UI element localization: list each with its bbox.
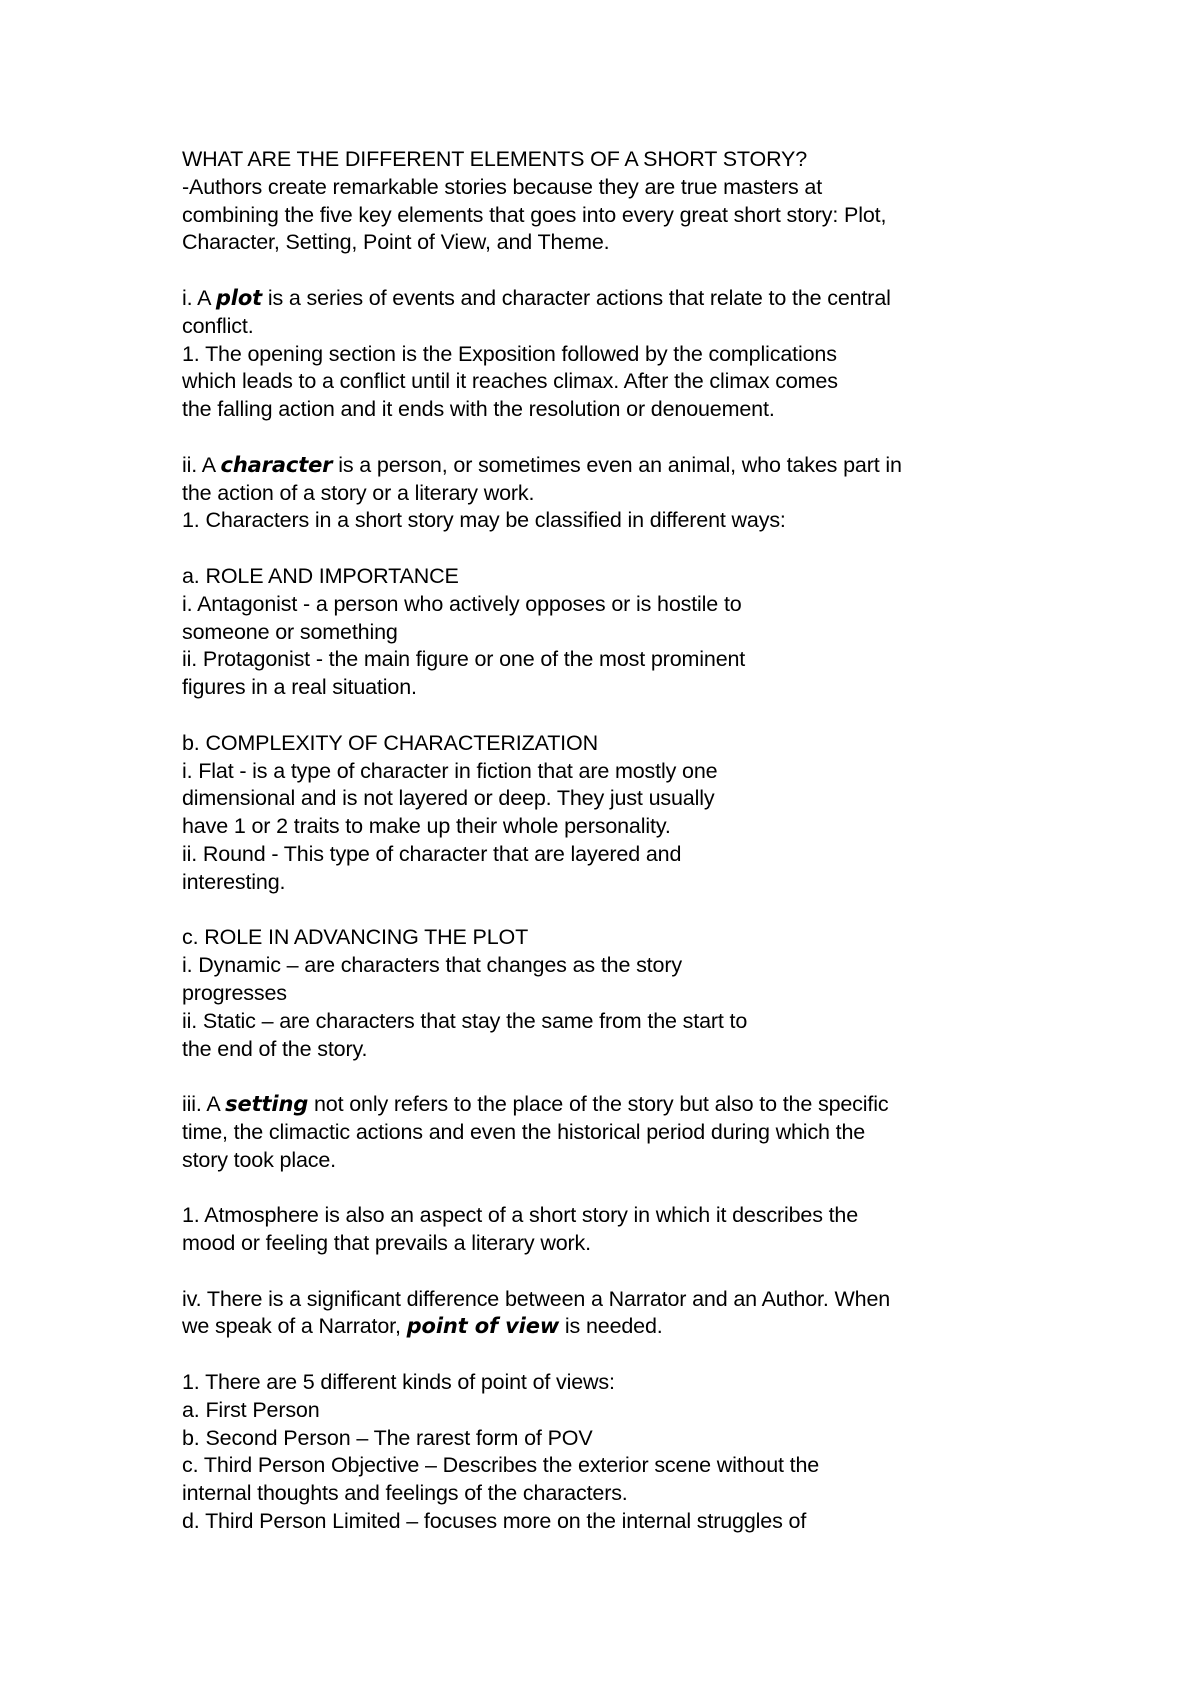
atmosphere-line: 1. Atmosphere is also an aspect of a short story in which it describes the	[182, 1203, 859, 1228]
pov-prefix: we speak of a Narrator,	[182, 1314, 407, 1339]
advancing-heading: c. ROLE IN ADVANCING THE PLOT	[182, 925, 529, 950]
atmosphere-line: mood or feeling that prevails a literary work.	[182, 1231, 591, 1256]
advancing-line: the end of the story.	[182, 1036, 368, 1061]
spacer	[182, 1341, 1082, 1369]
complexity-line: interesting.	[182, 869, 286, 894]
pov-list-item: c. Third Person Objective – Describes the exterior scene without the	[182, 1453, 820, 1478]
pov-list-item: d. Third Person Limited – focuses more on the internal struggles of	[182, 1509, 807, 1534]
spacer	[182, 1174, 1082, 1202]
plot-definition-cont: conflict.	[182, 313, 254, 338]
setting-definition	[182, 1091, 1082, 1119]
setting-suffix: not only refers to the place of the story but also to the specific	[308, 1092, 889, 1117]
plot-definition	[182, 285, 1082, 313]
complexity-heading: b. COMPLEXITY OF CHARACTERIZATION	[182, 730, 598, 755]
complexity-line: have 1 or 2 traits to make up their whole personality.	[182, 814, 671, 839]
character-definition-cont: the action of a story or a literary work.	[182, 480, 535, 505]
document-title: WHAT ARE THE DIFFERENT ELEMENTS OF A SHORT STORY?	[182, 147, 808, 171]
pov-list-item: a. First Person	[182, 1397, 320, 1422]
plot-detail-line: 1. The opening section is the Exposition followed by the complications	[182, 341, 837, 366]
complexity-line: ii. Round - This type of character that are layered and	[182, 841, 682, 866]
advancing-line: ii. Static – are characters that stay the same from the start to	[182, 1008, 748, 1033]
character-intro: 1. Characters in a short story may be classified in different ways:	[182, 508, 786, 533]
spacer	[182, 424, 1082, 452]
advancing-line: i. Dynamic – are characters that changes as the story	[182, 953, 682, 978]
spacer	[182, 1258, 1082, 1286]
plot-prefix: i. A	[182, 285, 216, 310]
role-line: i. Antagonist - a person who actively opposes or is hostile to	[182, 591, 742, 616]
setting-term: setting	[225, 1092, 309, 1117]
character-prefix: ii. A	[182, 452, 221, 477]
setting-prefix: iii. A	[182, 1092, 226, 1117]
role-line: ii. Protagonist - the main figure or one of the most prominent	[182, 647, 746, 672]
intro-line: -Authors create remarkable stories because they are true masters at	[182, 174, 823, 199]
role-line: someone or something	[182, 619, 398, 644]
spacer	[182, 1063, 1082, 1091]
plot-term: plot	[215, 285, 263, 310]
role-heading: a. ROLE AND IMPORTANCE	[182, 563, 459, 588]
pov-definition	[182, 1313, 1082, 1341]
spacer	[182, 257, 1082, 285]
spacer	[182, 535, 1082, 563]
pov-line: iv. There is a significant difference between a Narrator and an Author. When	[182, 1286, 891, 1311]
document-body	[182, 146, 1082, 1536]
pov-suffix: is needed.	[559, 1314, 663, 1339]
role-line: figures in a real situation.	[182, 675, 417, 700]
character-suffix: is a person, or sometimes even an animal, who takes part in	[332, 452, 902, 477]
intro-line: Character, Setting, Point of View, and Theme.	[182, 230, 610, 255]
complexity-line: dimensional and is not layered or deep. They just usually	[182, 786, 715, 811]
pov-list-item: internal thoughts and feelings of the characters.	[182, 1481, 628, 1506]
advancing-line: progresses	[182, 980, 287, 1005]
pov-list-item: b. Second Person – The rarest form of POV	[182, 1425, 593, 1450]
pov-term: point of view	[406, 1314, 560, 1339]
plot-detail-line: the falling action and it ends with the resolution or denouement.	[182, 397, 775, 422]
spacer	[182, 702, 1082, 730]
intro-line: combining the five key elements that goes into every great short story: Plot,	[182, 202, 887, 227]
spacer	[182, 897, 1082, 925]
setting-definition-cont: time, the climactic actions and even the historical period during which the	[182, 1119, 866, 1144]
plot-suffix: is a series of events and character actions that relate to the central	[262, 285, 891, 310]
plot-detail-line: which leads to a conflict until it reaches climax. After the climax comes	[182, 369, 838, 394]
pov-list-item: 1. There are 5 different kinds of point of views:	[182, 1370, 615, 1395]
complexity-line: i. Flat - is a type of character in fiction that are mostly one	[182, 758, 718, 783]
character-term: character	[220, 452, 333, 477]
setting-definition-cont: story took place.	[182, 1147, 336, 1172]
character-definition	[182, 452, 1082, 480]
